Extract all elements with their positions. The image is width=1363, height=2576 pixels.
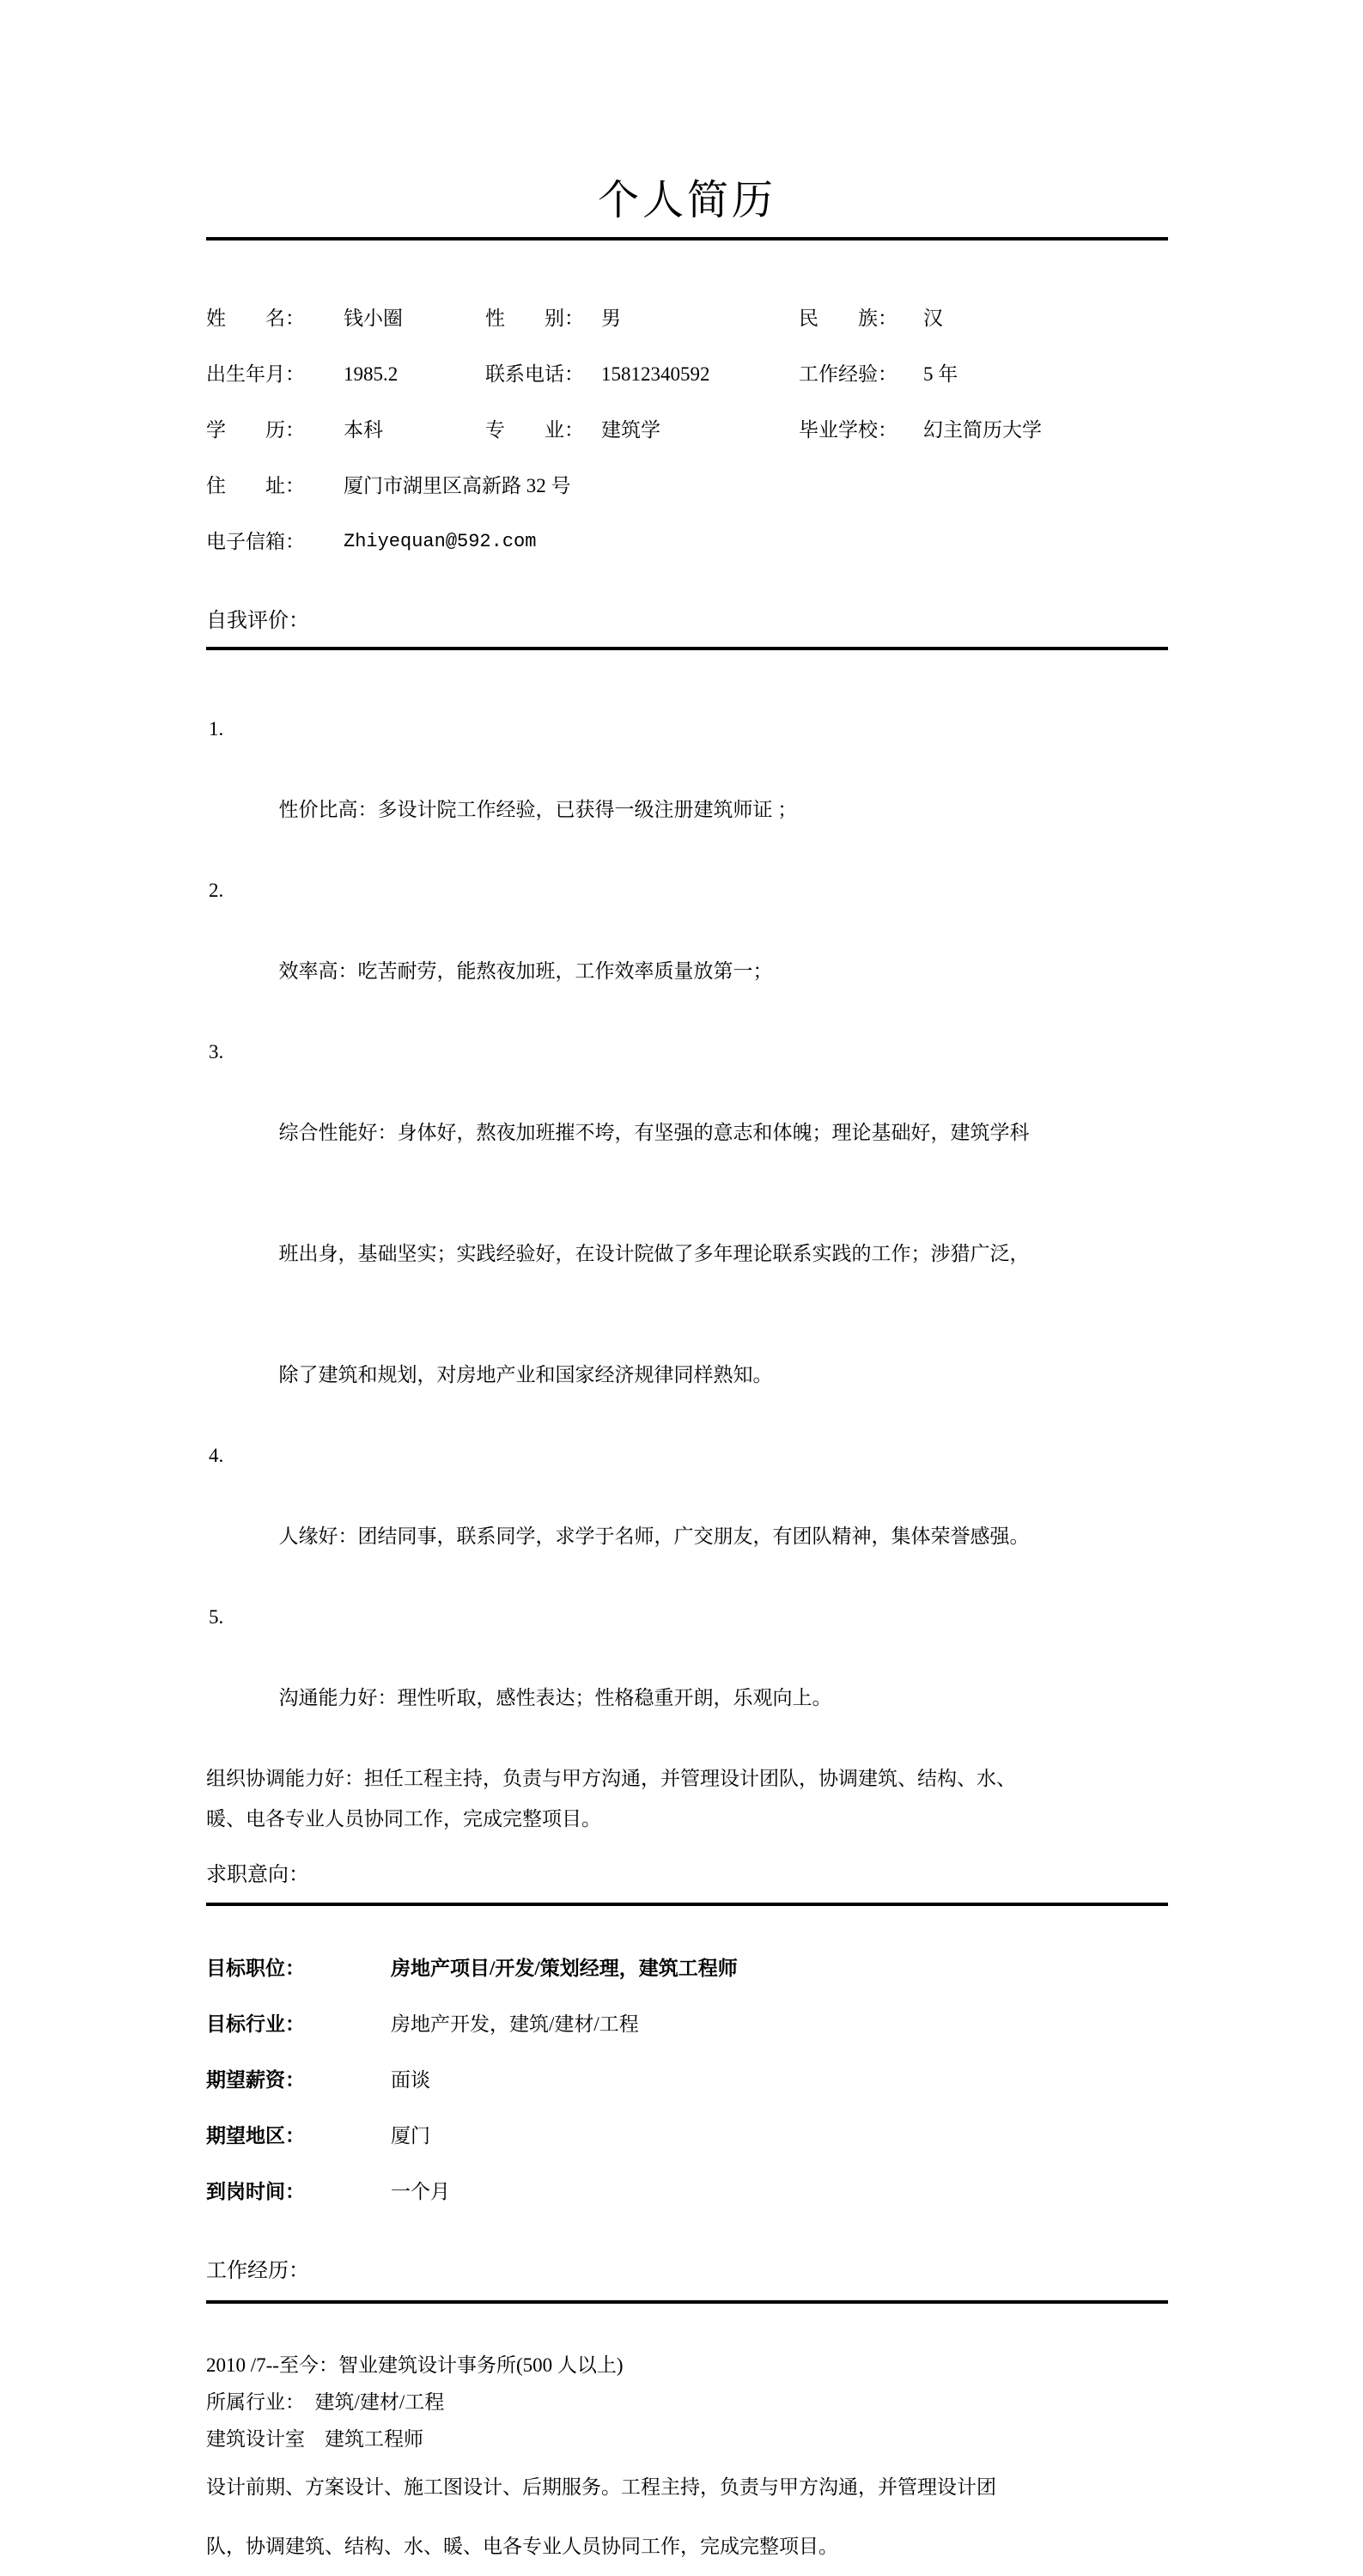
list-item-text: 班出身，基础坚实；实践经验好，在设计院做了多年理论联系实践的工作；涉猎广泛，	[278, 1243, 1030, 1264]
list-item	[206, 709, 1168, 870]
education-value: 本科	[344, 419, 383, 441]
list-item	[206, 1435, 1168, 1597]
expected-salary-value: 面谈	[391, 2069, 430, 2091]
major-value: 建筑学	[601, 419, 660, 441]
availability-label: 到岗时间：	[206, 2181, 305, 2202]
target-industry-value: 房地产开发，建筑/建材/工程	[391, 2013, 639, 2035]
self-evaluation-list	[206, 709, 1168, 1839]
expected-salary-label: 期望薪资：	[206, 2069, 305, 2091]
divider-job-intent	[206, 1903, 1168, 1906]
name-label: 姓 名：	[206, 308, 305, 329]
coordination-note: 组织协调能力好：担任工程主持，负责与甲方沟通，并管理设计团队，协调建筑、结构、水、	[206, 1768, 1016, 1789]
education-label: 学 历：	[206, 419, 305, 441]
page-title: 个人简历	[597, 178, 776, 223]
list-item-text: 效率高：吃苦耐劳，能熬夜加班，工作效率质量放第一；	[278, 960, 773, 982]
email-label: 电子信箱：	[206, 531, 305, 552]
target-position-value: 房地产项目/开发/策划经理，建筑工程师	[391, 1958, 738, 1979]
target-industry-label: 目标行业：	[206, 2013, 305, 2035]
list-item-number: 3.	[209, 1041, 224, 1063]
divider-self-evaluation	[206, 647, 1168, 650]
list-item-number: 5.	[209, 1606, 224, 1628]
birthdate-value: 1985.2	[344, 363, 399, 385]
expected-region-label: 期望地区：	[206, 2125, 305, 2147]
address-label: 住 址：	[206, 475, 305, 496]
email-value: Zhiyequan@592.com	[344, 531, 537, 552]
divider-work-history	[206, 2300, 1168, 2304]
list-item-text: 性价比高：多设计院工作经验，已获得一级注册建筑师证 ；	[278, 799, 798, 820]
name-value: 钱小圈	[344, 308, 403, 329]
ethnicity-value: 汉	[923, 308, 943, 329]
birthdate-label: 出生年月：	[206, 363, 305, 385]
experience-years-label: 工作经验：	[799, 363, 898, 385]
list-item-number: 4.	[209, 1445, 224, 1466]
availability-value: 一个月	[391, 2181, 450, 2202]
divider-title	[206, 237, 1168, 241]
work-history-section	[206, 2347, 1168, 2576]
phone-label: 联系电话：	[485, 363, 584, 385]
target-position-label: 目标职位：	[206, 1958, 305, 1979]
list-item	[206, 1597, 1168, 1758]
school-label: 毕业学校：	[799, 419, 898, 441]
work-industry: 所属行业： 建筑/建材/工程	[206, 2391, 445, 2413]
school-value: 幻主简历大学	[923, 419, 1042, 441]
phone-value: 15812340592	[601, 363, 710, 385]
experience-years-value: 5 年	[923, 363, 958, 385]
list-item-number: 1.	[209, 718, 224, 740]
self-evaluation-heading: 自我评价：	[206, 610, 309, 632]
list-item-text: 沟通能力好：理性听取，感性表达；性格稳重开朗，乐观向上。	[278, 1687, 832, 1708]
coordination-note: 暖、电各专业人员协同工作，完成完整项目。	[206, 1808, 601, 1830]
work-description: 队，协调建筑、结构、水、暖、电各专业人员协同工作，完成完整项目。	[206, 2536, 838, 2557]
ethnicity-label: 民 族：	[799, 308, 898, 329]
work-period-company: 2010 /7--至今：智业建筑设计事务所(500 人以上)	[206, 2354, 624, 2376]
list-item-number: 2.	[209, 880, 224, 901]
list-item	[206, 870, 1168, 1032]
gender-value: 男	[601, 308, 621, 329]
work-department-title: 建筑设计室 建筑工程师	[206, 2428, 423, 2450]
job-intent-section	[206, 1956, 1168, 2235]
list-item-continuation	[206, 1314, 1168, 1435]
list-item-text: 除了建筑和规划，对房地产业和国家经济规律同样熟知。	[278, 1364, 773, 1385]
work-description: 设计前期、方案设计、施工图设计、后期服务。工程主持，负责与甲方沟通，并管理设计团	[206, 2476, 996, 2498]
list-item-text: 综合性能好：身体好，熬夜加班摧不垮，有坚强的意志和体魄；理论基础好，建筑学科	[278, 1122, 1030, 1143]
list-item	[206, 1032, 1168, 1193]
address-value: 厦门市湖里区高新路 32 号	[344, 475, 571, 496]
expected-region-value: 厦门	[391, 2125, 430, 2147]
work-history-heading: 工作经历：	[206, 2260, 309, 2282]
personal-info-section	[206, 306, 1168, 585]
major-label: 专 业：	[485, 419, 584, 441]
gender-label: 性 别：	[485, 308, 584, 329]
list-item-continuation	[206, 1193, 1168, 1314]
list-item-text: 人缘好：团结同事，联系同学，求学于名师，广交朋友，有团队精神，集体荣誉感强。	[278, 1526, 1030, 1547]
job-intent-heading: 求职意向：	[206, 1864, 309, 1886]
